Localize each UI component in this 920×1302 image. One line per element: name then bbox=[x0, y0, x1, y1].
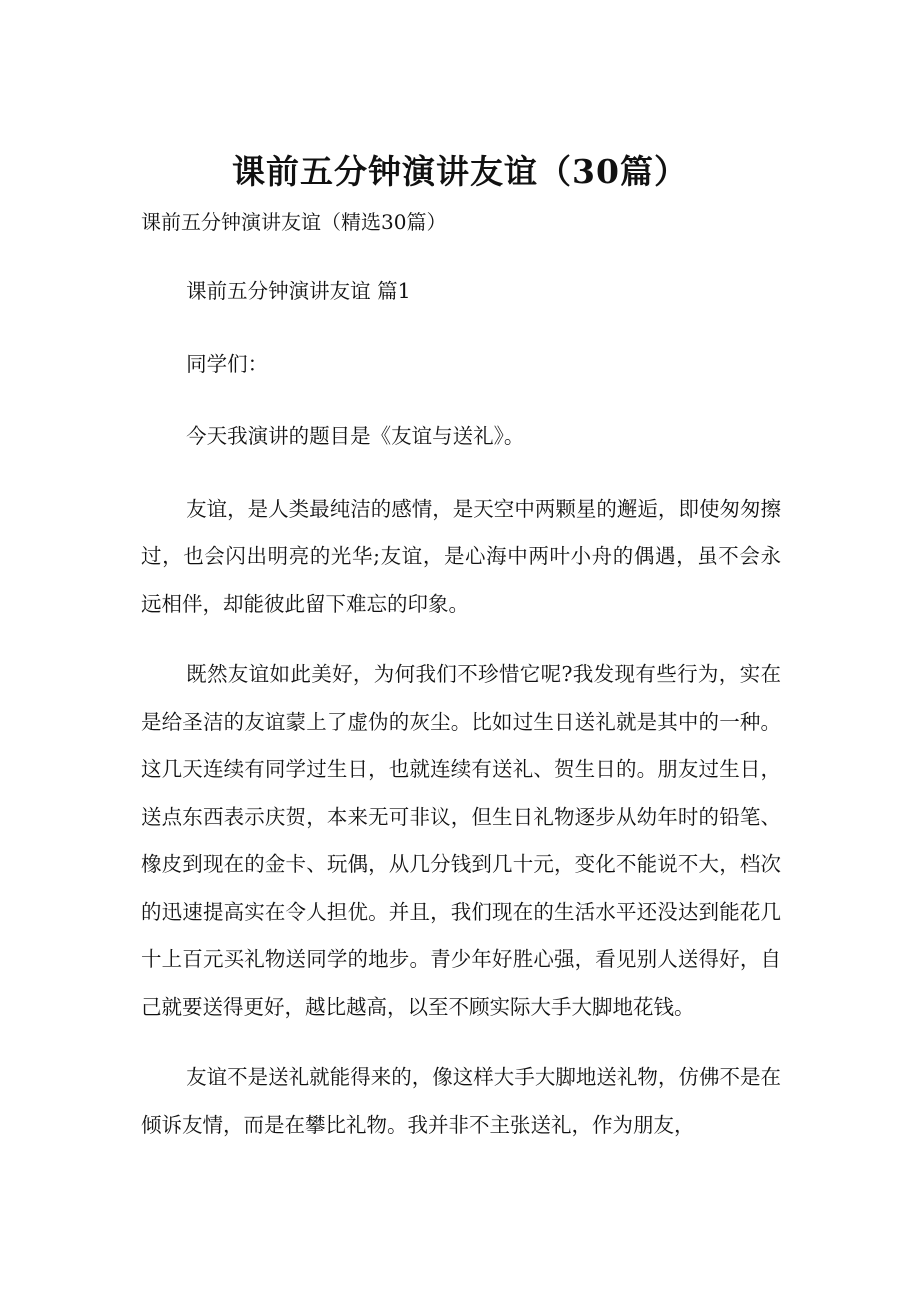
document-title: 课前五分钟演讲友谊（30篇） bbox=[232, 152, 688, 191]
paragraph-topic: 今天我演讲的题目是《友谊与送礼》。 bbox=[186, 424, 525, 448]
document-subtitle: 课前五分钟演讲友谊（精选30篇） bbox=[141, 210, 447, 234]
paragraph-not-gifts: 友谊不是送礼就能得来的，像这样大手大脚地送礼物，仿佛不是在倾诉友情，而是在攀比礼物。我并非不主张送礼，作为朋友， bbox=[141, 1065, 781, 1137]
paragraph-gift-giving: 既然友谊如此美好，为何我们不珍惜它呢?我发现有些行为，实在是给圣洁的友谊蒙上了虚伪的灰尘。比如过生日送礼就是其中的一种。这几天连续有同学过生日，也就连续有送礼、贺生日的。朋友过生日，送点东西表示庆贺，本来无可非议，但生日礼物逐步从幼年时的铅笔、橡皮到现在的金卡、玩偶，从几分钱到几十元，变化不能说不大，档次的迅速提高实在令人担优。并且，我们现在的生活水平还没达到能花几十上百元买礼物送同学的地步。青少年好胜心强，看见别人送得好，自己就要送得更好，越比越高，以至不顾实际大手大脚地花钱。 bbox=[141, 662, 781, 1019]
paragraph-friendship: 友谊，是人类最纯洁的感情，是天空中两颗星的邂逅，即使匆匆擦过，也会闪出明亮的光华;友谊，是心海中两叶小舟的偶遇，虽不会永远相伴，却能彼此留下难忘的印象。 bbox=[141, 496, 781, 616]
section-heading: 课前五分钟演讲友谊 篇1 bbox=[186, 279, 411, 303]
document-body bbox=[141, 268, 781, 1172]
paragraph-greeting: 同学们： bbox=[186, 351, 269, 376]
